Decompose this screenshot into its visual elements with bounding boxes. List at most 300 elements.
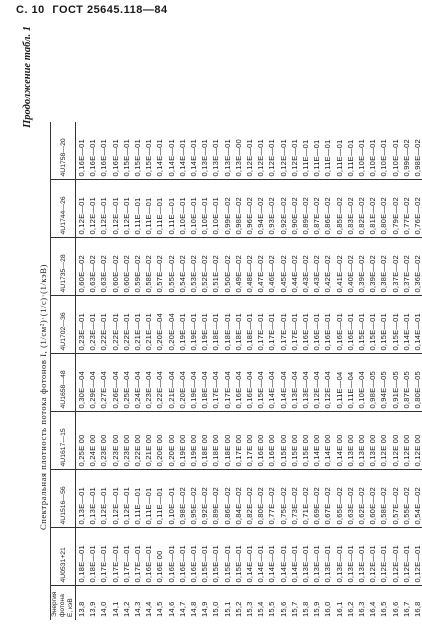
value-cell: 0,14E 00 bbox=[311, 412, 322, 470]
page-number: С. 10 bbox=[16, 4, 45, 16]
value-cell: 0,13E—01 bbox=[356, 528, 367, 586]
energy-header-line: Энергия bbox=[51, 591, 58, 617]
value-cell: 0,11E—01 bbox=[132, 180, 143, 238]
value-cell: 0,65E—02 bbox=[334, 470, 345, 528]
value-cell: 0,93E—02 bbox=[266, 180, 277, 238]
value-cell: 0,13E 00 bbox=[367, 412, 378, 470]
value-cell: 0,21E 00 bbox=[143, 412, 154, 470]
value-cell: 0,14E—01 bbox=[177, 122, 188, 180]
value-cell: 0,13E—01 bbox=[76, 470, 88, 528]
value-cell: 0,10E—01 bbox=[378, 122, 389, 180]
energy-cell: 14,6 bbox=[166, 601, 176, 617]
value-cell: 0,14E—01 bbox=[278, 528, 289, 586]
value-cell: 0,21E—04 bbox=[166, 354, 177, 412]
value-cell: 0,82E—02 bbox=[244, 470, 255, 528]
value-cell: 0,14E 00 bbox=[322, 412, 333, 470]
value-cell: 0,14E—04 bbox=[278, 354, 289, 412]
energy-cell: 13,8 bbox=[77, 601, 86, 617]
value-cell: 0,10E—04 bbox=[356, 354, 367, 412]
value-cell: 0,11E—01 bbox=[345, 122, 356, 180]
energy-cell: 14,7 bbox=[177, 601, 187, 617]
value-cell: 0,17E—01 bbox=[278, 296, 289, 354]
table-row bbox=[367, 122, 378, 620]
value-cell: 0,12E—01 bbox=[412, 528, 422, 586]
value-cell: 0,14E—01 bbox=[166, 122, 177, 180]
value-cell: 0,12E—04 bbox=[311, 354, 322, 412]
value-cell: 0,95E—02 bbox=[188, 470, 199, 528]
table-row bbox=[289, 122, 300, 620]
value-cell: 0,12E 00 bbox=[401, 412, 412, 470]
energy-cell: 14,5 bbox=[155, 601, 165, 617]
value-cell: 0,85E—02 bbox=[334, 180, 345, 238]
value-cell: 0,89E—02 bbox=[210, 470, 221, 528]
table-row bbox=[87, 122, 98, 620]
value-cell: 0,10E—01 bbox=[199, 180, 210, 238]
value-cell: 0,12E—01 bbox=[110, 470, 121, 528]
value-cell: 0,76E—02 bbox=[412, 180, 422, 238]
value-cell: 0,41E—02 bbox=[334, 238, 345, 296]
table-row bbox=[300, 122, 311, 620]
value-cell: 0,46E—02 bbox=[266, 238, 277, 296]
value-cell: 0,39E—02 bbox=[367, 238, 378, 296]
table-row bbox=[345, 122, 356, 620]
value-cell: 0,11E—04 bbox=[334, 354, 345, 412]
energy-cell: 14,4 bbox=[144, 601, 154, 617]
energy-cell: 15,6 bbox=[278, 601, 288, 617]
value-cell: 0,38E—02 bbox=[378, 238, 389, 296]
value-cell: 0,10E—01 bbox=[177, 180, 188, 238]
value-cell: 0,16E—01 bbox=[345, 296, 356, 354]
value-cell: 0,81E—02 bbox=[367, 180, 378, 238]
value-cell: 0,18E—01 bbox=[222, 296, 233, 354]
value-cell: 0,12E—01 bbox=[289, 122, 300, 180]
value-cell: 0,22E—01 bbox=[98, 296, 109, 354]
value-cell: 0,15E—01 bbox=[378, 296, 389, 354]
table-row bbox=[390, 122, 401, 620]
value-cell: 0,63E—02 bbox=[345, 470, 356, 528]
value-cell: 0,11E—01 bbox=[166, 180, 177, 238]
value-cell: 0,13E—00 bbox=[233, 122, 244, 180]
value-cell: 0,16E 00 bbox=[154, 528, 165, 586]
source-column-header: 4U1702—36 bbox=[51, 296, 76, 354]
value-cell: 0,12E—01 bbox=[76, 180, 88, 238]
energy-cell: 16,5 bbox=[379, 601, 389, 617]
value-cell: 0,15E—01 bbox=[210, 528, 221, 586]
value-cell: 0,15E—01 bbox=[367, 296, 378, 354]
table-row bbox=[98, 122, 109, 620]
value-cell: 0,11E—01 bbox=[143, 180, 154, 238]
value-cell: 0,11E—01 bbox=[154, 470, 165, 528]
value-cell: 0,36E—02 bbox=[412, 238, 422, 296]
value-cell: 0,14E—01 bbox=[188, 122, 199, 180]
source-column-header: 4U1758—20 bbox=[51, 122, 76, 180]
value-cell: 0,10E—01 bbox=[390, 122, 401, 180]
value-cell: 0,16E—01 bbox=[177, 528, 188, 586]
energy-cell: 15,2 bbox=[233, 601, 243, 617]
value-cell: 0,37E—02 bbox=[401, 238, 412, 296]
value-cell: 0,80E—02 bbox=[378, 180, 389, 238]
value-cell: 0,54E—02 bbox=[177, 238, 188, 296]
table-title: Спектральная плотность потока фотонов I, (1/см²)·(1/с)·(1/кэВ) bbox=[38, 264, 48, 530]
value-cell: 0,18E—01 bbox=[233, 296, 244, 354]
value-cell: 0,14E—01 bbox=[401, 296, 412, 354]
value-cell: 0,13E—04 bbox=[289, 354, 300, 412]
value-cell: 0,13E—01 bbox=[345, 528, 356, 586]
value-cell: 0,54E—02 bbox=[412, 470, 422, 528]
value-cell: 0,12E—01 bbox=[401, 528, 412, 586]
energy-cell: 15,0 bbox=[211, 601, 221, 617]
value-cell: 0,15E—01 bbox=[390, 296, 401, 354]
energy-header-line: E, кэВ bbox=[67, 598, 74, 617]
energy-cell: 15,8 bbox=[301, 601, 311, 617]
table-row bbox=[266, 122, 277, 620]
value-cell: 0,62E—02 bbox=[356, 470, 367, 528]
value-cell: 0,20E—04 bbox=[177, 354, 188, 412]
value-cell: 0,19E—01 bbox=[188, 296, 199, 354]
value-cell: 0,12E—01 bbox=[378, 528, 389, 586]
spectral-density-table bbox=[50, 122, 422, 620]
energy-cell: 14,1 bbox=[110, 601, 120, 617]
value-cell: 0,12E—01 bbox=[266, 122, 277, 180]
value-cell: 0,16E—04 bbox=[244, 354, 255, 412]
value-cell: 0,44E—02 bbox=[289, 238, 300, 296]
source-column-header: 4U1735—28 bbox=[51, 238, 76, 296]
source-column-header: 4U1617—15 bbox=[51, 412, 76, 470]
value-cell: 0,92E—02 bbox=[278, 180, 289, 238]
value-cell: 0,11E—01 bbox=[132, 470, 143, 528]
value-cell: 0,12E—01 bbox=[110, 180, 121, 238]
value-cell: 0,23E 00 bbox=[121, 412, 132, 470]
value-cell: 0,17E—01 bbox=[121, 528, 132, 586]
value-cell: 0,14E 00 bbox=[334, 412, 345, 470]
value-cell: 0,12E—01 bbox=[121, 180, 132, 238]
value-cell: 0,15E—01 bbox=[233, 528, 244, 586]
landscape-table-block bbox=[22, 20, 422, 620]
table-row bbox=[222, 122, 233, 620]
value-cell: 0,27E—04 bbox=[98, 354, 109, 412]
value-cell: 0,14E—01 bbox=[412, 296, 422, 354]
value-cell: 0,12E—01 bbox=[390, 528, 401, 586]
value-cell: 0,15E—01 bbox=[199, 528, 210, 586]
value-cell: 0,98E—05 bbox=[367, 354, 378, 412]
table-body bbox=[76, 122, 422, 620]
value-cell: 0,18E—01 bbox=[210, 296, 221, 354]
value-cell: 0,14E—01 bbox=[154, 122, 165, 180]
energy-column-header bbox=[51, 586, 76, 620]
energy-cell: 15,4 bbox=[256, 601, 266, 617]
value-cell: 0,13E 00 bbox=[356, 412, 367, 470]
table-row bbox=[210, 122, 221, 620]
value-cell: 0,15E—01 bbox=[356, 296, 367, 354]
table-row bbox=[412, 122, 422, 620]
value-cell: 0,15E 00 bbox=[289, 412, 300, 470]
value-cell: 0,77E—02 bbox=[401, 180, 412, 238]
energy-cell: 16,3 bbox=[357, 601, 367, 617]
standard-number: ГОСТ 25645.118—84 bbox=[52, 4, 168, 16]
value-cell: 0,87E—02 bbox=[311, 180, 322, 238]
value-cell: 0,17E 00 bbox=[233, 412, 244, 470]
value-cell: 0,80E—02 bbox=[255, 470, 266, 528]
value-cell: 0,12E—01 bbox=[255, 122, 266, 180]
value-cell: 0,17E—04 bbox=[222, 354, 233, 412]
value-cell: 0,75E—02 bbox=[278, 470, 289, 528]
value-cell: 0,47E—02 bbox=[255, 238, 266, 296]
value-cell: 0,18E—01 bbox=[244, 296, 255, 354]
value-cell: 0,60E—02 bbox=[367, 470, 378, 528]
value-cell: 0,91E—05 bbox=[390, 354, 401, 412]
value-cell: 0,15E 00 bbox=[278, 412, 289, 470]
value-cell: 0,12E—01 bbox=[367, 528, 378, 586]
energy-header-line: фотона bbox=[59, 594, 66, 617]
energy-cell: 16,7 bbox=[401, 601, 411, 617]
table-row bbox=[378, 122, 389, 620]
value-cell: 0,18E—01 bbox=[87, 528, 98, 586]
value-cell: 0,15E—01 bbox=[121, 122, 132, 180]
energy-cell: 14,0 bbox=[99, 601, 109, 617]
value-cell: 0,48E—02 bbox=[244, 238, 255, 296]
value-cell: 0,16E—01 bbox=[322, 296, 333, 354]
value-cell: 0,24E 00 bbox=[87, 412, 98, 470]
value-cell: 0,22E 00 bbox=[132, 412, 143, 470]
value-cell: 0,12E 00 bbox=[390, 412, 401, 470]
value-cell: 0,23E—04 bbox=[143, 354, 154, 412]
energy-cell: 15,9 bbox=[312, 601, 322, 617]
value-cell: 0,13E—01 bbox=[300, 528, 311, 586]
value-cell: 0,52E—02 bbox=[199, 238, 210, 296]
value-cell: 0,94E—05 bbox=[378, 354, 389, 412]
value-cell: 0,51E—02 bbox=[210, 238, 221, 296]
energy-cell: 16,2 bbox=[345, 601, 355, 617]
value-cell: 0,22E—01 bbox=[121, 296, 132, 354]
table-row bbox=[311, 122, 322, 620]
value-cell: 0,96E—02 bbox=[244, 180, 255, 238]
table-row bbox=[188, 122, 199, 620]
value-cell: 0,17E—01 bbox=[289, 296, 300, 354]
value-cell: 0,12E—01 bbox=[98, 180, 109, 238]
value-cell: 0,60E—02 bbox=[76, 238, 88, 296]
table-continuation-label: Продолжение табл. 1 bbox=[22, 26, 33, 128]
value-cell: 0,13E—01 bbox=[87, 470, 98, 528]
value-cell: 0,23E—01 bbox=[87, 296, 98, 354]
value-cell: 0,18E 00 bbox=[199, 412, 210, 470]
value-cell: 0,16E 00 bbox=[266, 412, 277, 470]
value-cell: 0,17E—01 bbox=[255, 296, 266, 354]
value-cell: 0,13E—04 bbox=[300, 354, 311, 412]
value-cell: 0,63E—02 bbox=[87, 238, 98, 296]
value-cell: 0,13E—01 bbox=[222, 122, 233, 180]
table-row bbox=[244, 122, 255, 620]
value-cell: 0,45E—02 bbox=[278, 238, 289, 296]
energy-cell: 16,4 bbox=[368, 601, 378, 617]
value-cell: 0,13E—01 bbox=[322, 528, 333, 586]
energy-cell: 15,1 bbox=[222, 601, 232, 617]
value-cell: 0,16E—01 bbox=[188, 528, 199, 586]
value-cell: 0,18E 00 bbox=[222, 412, 233, 470]
table-header-row bbox=[51, 122, 76, 620]
value-cell: 0,13E—01 bbox=[199, 122, 210, 180]
value-cell: 0,20E—04 bbox=[154, 296, 165, 354]
value-cell: 0,21E—01 bbox=[132, 296, 143, 354]
table-row bbox=[132, 122, 143, 620]
value-cell: 0,57E—02 bbox=[154, 238, 165, 296]
table-row bbox=[322, 122, 333, 620]
value-cell: 0,86E—02 bbox=[322, 180, 333, 238]
value-cell: 0,82E—02 bbox=[356, 180, 367, 238]
table-row bbox=[121, 122, 132, 620]
value-cell: 0,94E—02 bbox=[255, 180, 266, 238]
source-column-header: 4U1744—26 bbox=[51, 180, 76, 238]
value-cell: 0,73E—02 bbox=[289, 470, 300, 528]
value-cell: 0,12E—01 bbox=[87, 180, 98, 238]
table-row bbox=[255, 122, 266, 620]
value-cell: 0,16E—01 bbox=[143, 528, 154, 586]
value-cell: 0,12E—01 bbox=[244, 122, 255, 180]
value-cell: 0,16E—01 bbox=[311, 296, 322, 354]
value-cell: 0,50E—02 bbox=[222, 238, 233, 296]
energy-cell: 16,6 bbox=[390, 601, 400, 617]
energy-cell: 14,8 bbox=[189, 601, 199, 617]
energy-cell: 14,3 bbox=[133, 601, 143, 617]
value-cell: 0,25E 00 bbox=[76, 412, 88, 470]
energy-cell: 16,1 bbox=[334, 601, 344, 617]
value-cell: 0,11E—04 bbox=[345, 354, 356, 412]
value-cell: 0,12E—04 bbox=[322, 354, 333, 412]
value-cell: 0,25E—04 bbox=[121, 354, 132, 412]
value-cell: 0,15E—01 bbox=[222, 528, 233, 586]
value-cell: 0,12E 00 bbox=[412, 412, 422, 470]
value-cell: 0,40E—02 bbox=[345, 238, 356, 296]
value-cell: 0,13E—01 bbox=[210, 122, 221, 180]
table-row bbox=[278, 122, 289, 620]
value-cell: 0,29E—04 bbox=[87, 354, 98, 412]
value-cell: 0,19E—01 bbox=[177, 296, 188, 354]
value-cell: 0,18E 00 bbox=[210, 412, 221, 470]
value-cell: 0,37E—02 bbox=[390, 238, 401, 296]
value-cell: 0,14E—01 bbox=[289, 528, 300, 586]
value-cell: 0,55E—02 bbox=[166, 238, 177, 296]
value-cell: 0,13E—01 bbox=[311, 528, 322, 586]
table-row bbox=[356, 122, 367, 620]
value-cell: 0,16E—01 bbox=[334, 296, 345, 354]
value-cell: 0,14E—01 bbox=[244, 528, 255, 586]
value-cell: 0,77E—02 bbox=[266, 470, 277, 528]
value-cell: 0,42E—02 bbox=[322, 238, 333, 296]
value-cell: 0,98E—02 bbox=[233, 180, 244, 238]
value-cell: 0,10E—01 bbox=[166, 470, 177, 528]
value-cell: 0,99E—02 bbox=[401, 122, 412, 180]
value-cell: 0,98E—02 bbox=[177, 470, 188, 528]
value-cell: 0,16E—01 bbox=[166, 528, 177, 586]
value-cell: 0,90E—02 bbox=[289, 180, 300, 238]
value-cell: 0,16E—01 bbox=[110, 122, 121, 180]
value-cell: 0,16E—01 bbox=[300, 296, 311, 354]
value-cell: 0,10E—01 bbox=[210, 180, 221, 238]
value-cell: 0,99E—02 bbox=[222, 180, 233, 238]
energy-cell: 15,7 bbox=[289, 601, 299, 617]
value-cell: 0,14E—04 bbox=[266, 354, 277, 412]
energy-cell: 13,9 bbox=[88, 601, 98, 617]
value-cell: 0,11E—01 bbox=[334, 122, 345, 180]
value-cell: 0,23E 00 bbox=[110, 412, 121, 470]
value-cell: 0,60E—02 bbox=[110, 238, 121, 296]
value-cell: 0,22E—01 bbox=[110, 296, 121, 354]
value-cell: 0,89E—02 bbox=[300, 180, 311, 238]
value-cell: 0,18E—01 bbox=[76, 528, 88, 586]
value-cell: 0,39E—02 bbox=[356, 238, 367, 296]
value-cell: 0,49E—02 bbox=[233, 238, 244, 296]
value-cell: 0,55E—02 bbox=[401, 470, 412, 528]
value-cell: 0,86E—02 bbox=[222, 470, 233, 528]
value-cell: 0,13E 00 bbox=[345, 412, 356, 470]
value-cell: 0,17E—01 bbox=[110, 528, 121, 586]
energy-cell: 14,2 bbox=[121, 601, 131, 617]
value-cell: 0,58E—02 bbox=[143, 238, 154, 296]
value-cell: 0,92E—02 bbox=[199, 470, 210, 528]
value-cell: 0,87E—05 bbox=[401, 354, 412, 412]
value-cell: 0,15E—01 bbox=[132, 122, 143, 180]
table-row bbox=[177, 122, 188, 620]
value-cell: 0,59E—02 bbox=[132, 238, 143, 296]
table-row bbox=[233, 122, 244, 620]
value-cell: 0,17E—01 bbox=[266, 296, 277, 354]
value-cell: 0,16E—01 bbox=[87, 122, 98, 180]
table-row bbox=[143, 122, 154, 620]
value-cell: 0,98E—02 bbox=[412, 122, 422, 180]
value-cell: 0,23E—01 bbox=[76, 296, 88, 354]
value-cell: 0,19E 00 bbox=[177, 412, 188, 470]
value-cell: 0,69E—02 bbox=[311, 470, 322, 528]
value-cell: 0,71E—02 bbox=[300, 470, 311, 528]
value-cell: 0,20E 00 bbox=[166, 412, 177, 470]
value-cell: 0,84E—02 bbox=[233, 470, 244, 528]
value-cell: 0,12E—01 bbox=[278, 122, 289, 180]
value-cell: 0,12E 00 bbox=[378, 412, 389, 470]
value-cell: 0,16E—04 bbox=[233, 354, 244, 412]
value-cell: 0,26E—04 bbox=[110, 354, 121, 412]
value-cell: 0,16E 00 bbox=[255, 412, 266, 470]
table-row bbox=[199, 122, 210, 620]
energy-cell: 15,5 bbox=[267, 601, 277, 617]
value-cell: 0,17E—01 bbox=[132, 528, 143, 586]
value-cell: 0,13E—01 bbox=[334, 528, 345, 586]
value-cell: 0,14E—01 bbox=[266, 528, 277, 586]
value-cell: 0,10E—01 bbox=[188, 180, 199, 238]
value-cell: 0,19E—01 bbox=[199, 296, 210, 354]
value-cell: 0,19E 00 bbox=[188, 412, 199, 470]
value-cell: 0,17E 00 bbox=[244, 412, 255, 470]
value-cell: 0,11E—01 bbox=[143, 470, 154, 528]
table-row bbox=[110, 122, 121, 620]
value-cell: 0,57E—02 bbox=[390, 470, 401, 528]
value-cell: 0,24E—04 bbox=[132, 354, 143, 412]
source-column-header: 4U0531+21 bbox=[51, 528, 76, 586]
value-cell: 0,80E—05 bbox=[412, 354, 422, 412]
value-cell: 0,18E—04 bbox=[199, 354, 210, 412]
source-column-header: 4U1516—56 bbox=[51, 470, 76, 528]
value-cell: 0,11E—01 bbox=[154, 180, 165, 238]
value-cell: 0,12E—01 bbox=[121, 470, 132, 528]
value-cell: 0,53E—02 bbox=[188, 238, 199, 296]
value-cell: 0,19E—04 bbox=[188, 354, 199, 412]
value-cell: 0,11E—01 bbox=[300, 122, 311, 180]
table-row bbox=[76, 122, 88, 620]
value-cell: 0,21E—01 bbox=[143, 296, 154, 354]
energy-cell: 14,9 bbox=[200, 601, 210, 617]
table-row bbox=[401, 122, 412, 620]
value-cell: 0,10E—01 bbox=[356, 122, 367, 180]
energy-cell: 16,8 bbox=[413, 601, 422, 617]
value-cell: 0,20E 00 bbox=[154, 412, 165, 470]
